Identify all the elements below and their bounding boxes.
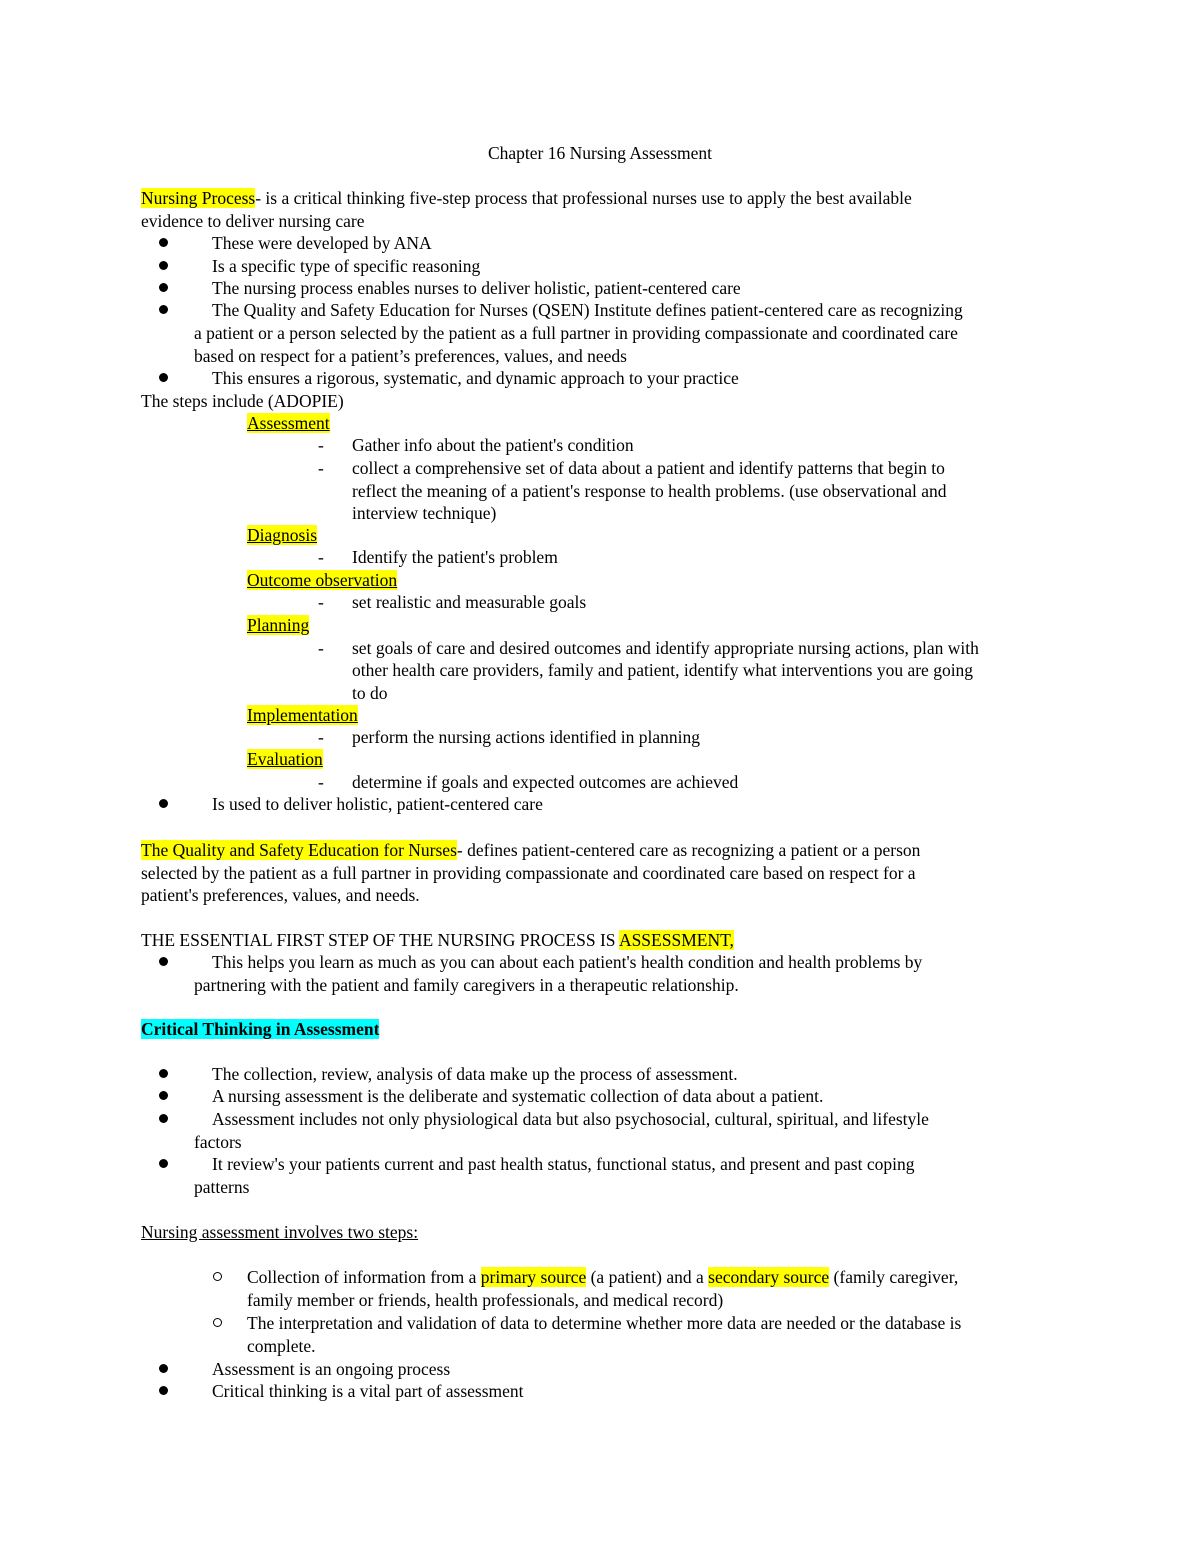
essential-text: THE ESSENTIAL FIRST STEP OF THE NURSING PROCESS IS [141, 930, 619, 950]
bullet-icon [159, 373, 168, 382]
qsen-term: The Quality and Safety Education for Nurses [141, 840, 457, 860]
assessment-desc-1: Gather info about the patient's condition [352, 435, 634, 455]
dash: - [318, 592, 324, 612]
planning-desc-l2: other health care providers, family and patient, identify what interventions you are going [352, 660, 974, 680]
step-assessment-label: Assessment [247, 413, 330, 433]
two-steps-1-l1 [247, 1266, 958, 1289]
outcome-desc: set realistic and measurable goals [352, 592, 587, 612]
diagnosis-desc: Identify the patient's problem [352, 547, 558, 567]
steps-intro: The steps include (ADOPIE) [141, 391, 344, 411]
step-outcome [247, 569, 397, 592]
bullet-icon [159, 799, 168, 808]
planning-desc-l3: to do [352, 683, 388, 703]
bullet-icon [159, 238, 168, 247]
step-diagnosis [247, 524, 317, 547]
two-steps-heading: Nursing assessment involves two steps: [141, 1222, 419, 1242]
essential-step [141, 929, 734, 952]
dash: - [318, 727, 324, 747]
dash: - [318, 638, 324, 658]
bullet-icon [159, 305, 168, 314]
bullet-icon [159, 1364, 168, 1373]
dash: - [318, 772, 324, 792]
planning-desc-l1: set goals of care and desired outcomes and identify appropriate nursing actions, plan with [352, 638, 979, 658]
dash: - [318, 458, 324, 478]
critical-bullet-1: The collection, review, analysis of data make up the process of assessment. [212, 1064, 738, 1084]
step-implementation [247, 704, 358, 727]
step-diagnosis-label: Diagnosis [247, 525, 317, 545]
qsen-text: - defines patient-centered care as recognizing a patient or a person [456, 840, 921, 860]
step-evaluation [247, 748, 323, 771]
circle-bullet-icon [213, 1272, 222, 1281]
bullet-icon [159, 957, 168, 966]
s1-text-a: Collection of information from a [247, 1267, 481, 1287]
intro-line-2: evidence to deliver nursing care [141, 211, 365, 231]
primary-source: primary source [480, 1267, 587, 1287]
essential-bullet-l1: This helps you learn as much as you can about each patient's health condition and health problems by [212, 952, 923, 972]
step-planning [247, 614, 309, 637]
step-assessment [247, 412, 330, 435]
bullet-qsen-l3: based on respect for a patient’s preferences, values, and needs [194, 346, 627, 366]
bullet-holistic-2: Is used to deliver holistic, patient-centered care [212, 794, 543, 814]
evaluation-desc: determine if goals and expected outcomes are achieved [352, 772, 739, 792]
critical-bullet-4-l1: It review's your patients current and past health status, functional status, and present and past coping [212, 1154, 915, 1174]
critical-heading [141, 1018, 379, 1041]
page-title: Chapter 16 Nursing Assessment [487, 143, 713, 163]
essential-bullet-l2: partnering with the patient and family caregivers in a therapeutic relationship. [194, 975, 739, 995]
bullet-icon [159, 1114, 168, 1123]
two-steps-2-l1: The interpretation and validation of data to determine whether more data are needed or the database is [247, 1313, 962, 1333]
secondary-source: secondary source [708, 1267, 830, 1287]
dash: - [318, 435, 324, 455]
s1-text-b: (a patient) and a [586, 1267, 709, 1287]
bullet-icon [159, 1069, 168, 1078]
critical-bullet-3-l1: Assessment includes not only physiological data but also psychosocial, cultural, spiritual, and lifestyle [212, 1109, 929, 1129]
step-outcome-label: Outcome observation [247, 570, 398, 590]
two-steps-2-l2: complete. [247, 1336, 316, 1356]
critical-bullet-3-l2: factors [194, 1132, 242, 1152]
two-steps-1-l2: family member or friends, health professionals, and medical record) [247, 1290, 724, 1310]
bullet-ana: These were developed by ANA [212, 233, 432, 253]
step-evaluation-label: Evaluation [247, 749, 323, 769]
assessment-desc-2-l2: reflect the meaning of a patient's response to health problems. (use observational and [352, 481, 947, 501]
qsen-line-2: selected by the patient as a full partner in providing compassionate and coordinated care based on respect for a [141, 863, 916, 883]
bullet-icon [159, 1159, 168, 1168]
step-planning-label: Planning [247, 615, 310, 635]
intro-text: - is a critical thinking five-step process that professional nurses use to apply the best available [255, 188, 912, 208]
intro-line-1 [141, 187, 912, 210]
step-implementation-label: Implementation [247, 705, 358, 725]
bullet-icon [159, 261, 168, 270]
assessment-desc-2-l3: interview technique) [352, 503, 497, 523]
assessment-desc-2-l1: collect a comprehensive set of data about a patient and identify patterns that begin to [352, 458, 945, 478]
vital-bullet: Critical thinking is a vital part of assessment [212, 1381, 524, 1401]
critical-bullet-2: A nursing assessment is the deliberate and systematic collection of data about a patient. [212, 1086, 824, 1106]
bullet-icon [159, 1386, 168, 1395]
critical-bullet-4-l2: patterns [194, 1177, 250, 1197]
nursing-process-term: Nursing Process [141, 188, 256, 208]
dash: - [318, 547, 324, 567]
qsen-line-3: patient's preferences, values, and needs. [141, 885, 420, 905]
bullet-holistic: The nursing process enables nurses to deliver holistic, patient-centered care [212, 278, 741, 298]
bullet-rigorous: This ensures a rigorous, systematic, and dynamic approach to your practice [212, 368, 739, 388]
critical-heading-text: Critical Thinking in Assessment [141, 1019, 380, 1039]
circle-bullet-icon [213, 1318, 222, 1327]
essential-highlight: ASSESSMENT, [618, 930, 734, 950]
bullet-icon [159, 1091, 168, 1100]
bullet-icon [159, 283, 168, 292]
ongoing-bullet: Assessment is an ongoing process [212, 1359, 451, 1379]
bullet-qsen-l1: The Quality and Safety Education for Nurses (QSEN) Institute defines patient-centered care as recognizing [212, 300, 963, 320]
s1-text-c: (family caregiver, [829, 1267, 959, 1287]
bullet-reasoning: Is a specific type of specific reasoning [212, 256, 481, 276]
qsen-line-1 [141, 839, 920, 862]
implementation-desc: perform the nursing actions identified in planning [352, 727, 700, 747]
bullet-qsen-l2: a patient or a person selected by the patient as a full partner in providing compassionate and coordinated care [194, 323, 958, 343]
